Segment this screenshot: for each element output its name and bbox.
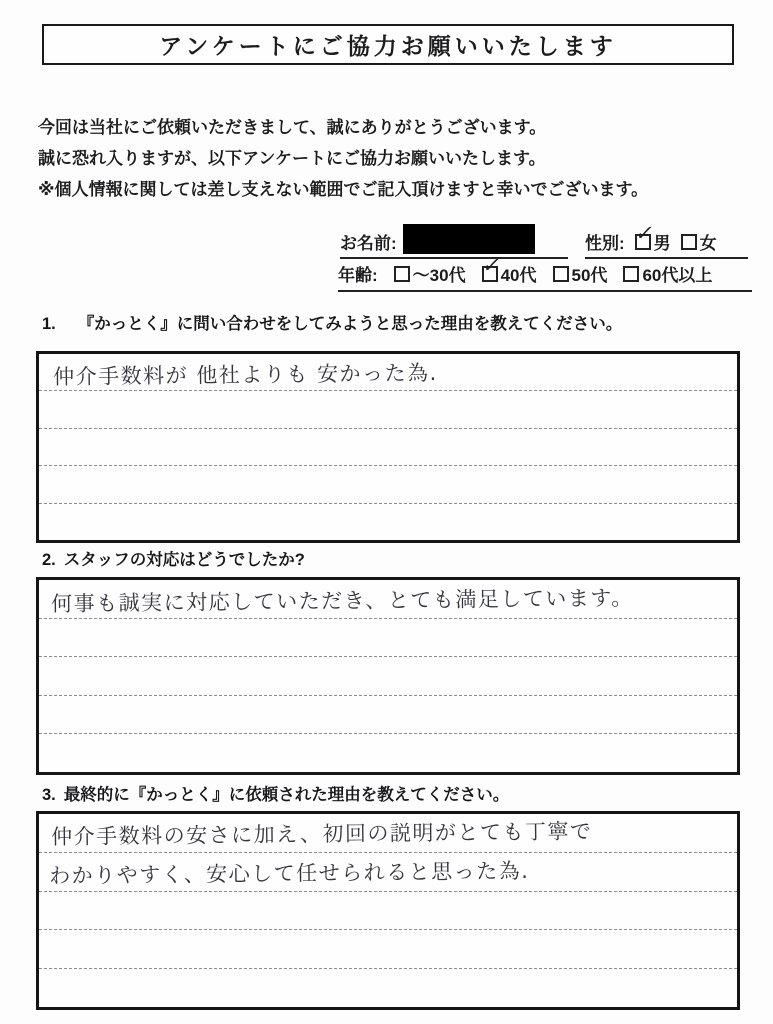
checkbox-male — [633, 221, 656, 250]
question-2-text: スタッフの対応はどうでしたか? — [63, 551, 305, 569]
question-3-number: 3. — [42, 786, 56, 804]
question-3-text: 最終的に『かっとく』に依頼された理由を教えてください。 — [63, 786, 510, 804]
checkmark-icon: ✓ — [633, 221, 656, 245]
answer-box-3 — [36, 811, 740, 1010]
age-label: 年齢: — [338, 266, 378, 285]
intro-line-2: 誠に恐れ入りますが、以下アンケートにご協力お願いいたします。 — [38, 149, 546, 168]
age-option-40s — [480, 253, 537, 286]
name-label: お名前: — [340, 234, 397, 253]
checkbox-40s — [480, 253, 503, 282]
age-option-60plus — [623, 261, 712, 286]
redacted-name-box — [403, 224, 535, 254]
checkbox-50s — [553, 266, 569, 282]
age-option-60plus-label: 60代以上 — [642, 266, 713, 285]
gender-option-female-label: 女 — [699, 234, 717, 253]
intro-line-3: ※個人情報に関しては差し支えない範囲でご記入頂けますと幸いでございます。 — [38, 180, 649, 199]
handwritten-answer-2: 何事も誠実に対応していただき、とても満足しています。 — [51, 585, 634, 616]
question-3-label — [42, 781, 509, 805]
checkbox-female — [681, 234, 697, 250]
checkbox-under30s — [394, 266, 410, 282]
survey-title-box — [42, 24, 734, 65]
question-1-number: 1. — [42, 315, 56, 333]
age-option-under30s — [394, 261, 466, 286]
handwritten-answer-3-line-1: 仲介手数料の安さに加え、初回の説明がとても丁寧で — [51, 819, 593, 849]
gender-option-male — [633, 221, 671, 254]
age-option-50s-label: 50代 — [571, 266, 608, 285]
gender-field — [585, 221, 748, 259]
checkbox-60plus — [623, 266, 639, 282]
question-2-label — [42, 546, 305, 570]
question-2-number: 2. — [42, 551, 56, 569]
age-option-40s-label: 40代 — [500, 266, 537, 285]
handwritten-answer-3-line-2: わかりやすく、安心して任せられると思った為. — [49, 858, 530, 888]
checkmark-icon: ✓ — [480, 253, 503, 277]
survey-title: アンケートにご協力お願いいたします — [159, 33, 617, 59]
intro-line-1: 今回は当社にご依頼いただきまして、誠にありがとうございます。 — [38, 118, 547, 137]
gender-option-female — [681, 229, 717, 254]
handwritten-answer-1: 仲介手数料が 他社よりも 安かった為. — [53, 360, 438, 389]
answer-box-1 — [36, 351, 740, 543]
gender-label: 性別: — [585, 234, 625, 253]
answer-box-2 — [36, 577, 740, 775]
question-1-label — [42, 310, 622, 334]
age-option-under30s-label: ～30代 — [412, 266, 466, 285]
question-1-text: 『かっとく』に問い合わせをしてみようと思った理由を教えてください。 — [77, 315, 623, 333]
gender-option-male-label: 男 — [653, 234, 671, 253]
intro-paragraph — [38, 112, 648, 205]
name-field — [340, 216, 568, 259]
age-field — [338, 253, 752, 292]
age-option-50s — [553, 261, 608, 286]
